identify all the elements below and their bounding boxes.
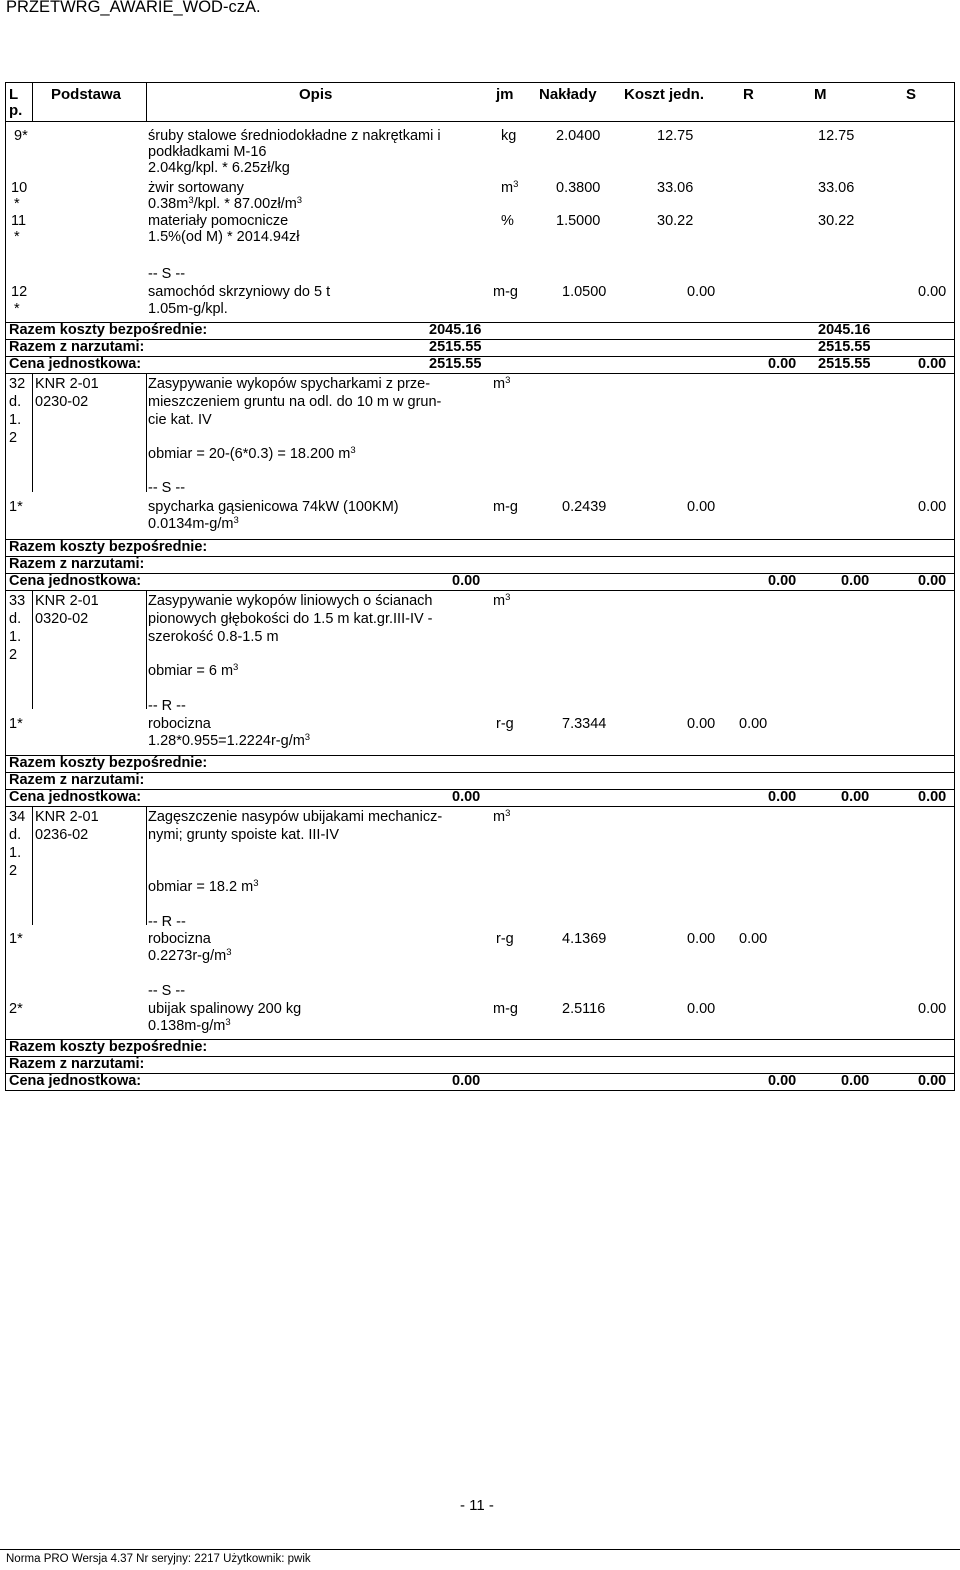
- summary-cena-value: 0.00: [452, 789, 481, 805]
- summary-cena-label: Cena jednostkowa:: [9, 1073, 142, 1089]
- summary-cena-s: 0.00: [918, 789, 947, 805]
- row-m: 30.22: [818, 213, 855, 229]
- row-r: 0.00: [739, 716, 768, 732]
- position-lp: d.: [9, 827, 22, 843]
- position-obmiar: obmiar = 18.2 $m^3$: [148, 878, 259, 895]
- position-lp: 2: [9, 647, 18, 663]
- cost-table: [5, 82, 955, 1091]
- position-podstawa: KNR 2-01: [35, 593, 99, 609]
- summary-bezp-label: Razem koszty bezpośrednie:: [9, 1039, 208, 1055]
- summary-rule: [6, 772, 954, 773]
- row-jm: %: [501, 213, 514, 229]
- position-lp: 1.: [9, 845, 22, 861]
- row-jm: m-g: [493, 499, 518, 515]
- row-s: 0.00: [918, 284, 947, 300]
- row-lp: 9*: [14, 128, 28, 144]
- row-lp: *: [14, 229, 20, 245]
- position-opis: mieszczeniem gruntu na odl. do 10 m w grun-: [148, 394, 442, 410]
- row-naklady: 0.3800: [556, 180, 601, 196]
- position-jm: $m^3$: [493, 375, 511, 392]
- divider: [32, 591, 33, 709]
- position-lp: d.: [9, 394, 22, 410]
- divider: [146, 83, 147, 121]
- summary-cena-value: 0.00: [452, 1073, 481, 1089]
- row-naklady: 1.0500: [562, 284, 607, 300]
- header-s: S: [906, 86, 917, 103]
- page-number: - 11 -: [460, 1497, 494, 1514]
- row-opis: 1.05m-g/kpl.: [148, 301, 228, 317]
- row-lp: 12: [11, 284, 28, 300]
- divider: [32, 374, 33, 492]
- summary-cena-r: 0.00: [768, 356, 797, 372]
- position-opis: szerokość 0.8-1.5 m: [148, 629, 279, 645]
- position-separator: [6, 806, 954, 807]
- row-opis: $0.2273r-g/m^3$: [148, 947, 232, 964]
- summary-cena-s: 0.00: [918, 1073, 947, 1089]
- summary-rule: [6, 556, 954, 557]
- position-lp: 1.: [9, 629, 22, 645]
- position-podstawa: 0236-02: [35, 827, 89, 843]
- row-lp: 1*: [9, 716, 23, 732]
- row-lp: *: [14, 301, 20, 317]
- row-opis: podkładkami M-16: [148, 144, 267, 160]
- row-naklady: 1.5000: [556, 213, 601, 229]
- position-separator: [6, 373, 954, 374]
- position-podstawa: KNR 2-01: [35, 809, 99, 825]
- position-opis: pionowych głębokości do 1.5 m kat.gr.III-IV -: [148, 611, 433, 627]
- row-naklady: 7.3344: [562, 716, 607, 732]
- position-opis: cie kat. IV: [148, 412, 212, 428]
- row-koszt: 12.75: [657, 128, 694, 144]
- summary-cena-r: 0.00: [768, 789, 797, 805]
- summary-cena-value: 2515.55: [429, 356, 482, 372]
- header-lp-1: L: [9, 86, 19, 103]
- row-lp: *: [14, 196, 20, 212]
- row-opis: $0.38m^3$/kpl. * $87.00zł/m^3$: [148, 195, 303, 212]
- position-lp: 2: [9, 863, 18, 879]
- summary-narz-label: Razem z narzutami:: [9, 772, 145, 788]
- row-koszt: 0.00: [687, 931, 716, 947]
- position-jm: $m^3$: [493, 592, 511, 609]
- row-jm: $m^3$: [501, 179, 519, 196]
- divider: [32, 83, 33, 121]
- row-opis: materiały pomocnicze: [148, 213, 289, 229]
- row-koszt: 0.00: [687, 499, 716, 515]
- position-opis: Zagęszczenie nasypów ubijakami mechanicz-: [148, 809, 443, 825]
- summary-bezp-label: Razem koszty bezpośrednie:: [9, 539, 208, 555]
- summary-cena-m: 2515.55: [818, 356, 871, 372]
- row-opis: spycharka gąsienicowa 74kW (100KM): [148, 499, 399, 515]
- summary-cena-r: 0.00: [768, 573, 797, 589]
- footer-text: Norma PRO Wersja 4.37 Nr seryjny: 2217 Użytkownik: pwik: [6, 1553, 311, 1565]
- document-title: PRZETWRG_AWARIE_WOD-czA.: [6, 0, 261, 16]
- footer-divider: [0, 1549, 960, 1550]
- row-lp: 10: [11, 180, 28, 196]
- header-naklady: Nakłady: [539, 86, 597, 103]
- position-obmiar: obmiar = 20-(6*0.3) = 18.200 $m^3$: [148, 445, 356, 462]
- row-opis: śruby stalowe średniodokładne z nakrętkami i: [148, 128, 441, 144]
- header-r: R: [743, 86, 754, 103]
- position-jm: $m^3$: [493, 808, 511, 825]
- header-podstawa: Podstawa: [51, 86, 122, 103]
- row-jm: m-g: [493, 1001, 518, 1017]
- row-lp: 1*: [9, 931, 23, 947]
- row-lp: 1*: [9, 499, 23, 515]
- row-opis: $0.138m-g/m^3$: [148, 1017, 231, 1034]
- position-podstawa: 0320-02: [35, 611, 89, 627]
- row-koszt: 0.00: [687, 284, 716, 300]
- position-obmiar: obmiar = 6 $m^3$: [148, 662, 239, 679]
- row-opis: 1.5%(od M) * 2014.94zł: [148, 229, 300, 245]
- header-jm: jm: [496, 86, 514, 103]
- row-opis: robocizna: [148, 931, 211, 947]
- position-opis: nymi; grunty spoiste kat. III-IV: [148, 827, 339, 843]
- position-podstawa: 0230-02: [35, 394, 89, 410]
- summary-cena-m: 0.00: [841, 789, 870, 805]
- summary-narz-m: 2515.55: [818, 339, 871, 355]
- header-koszt-jedn: Koszt jedn.: [624, 86, 705, 103]
- summary-rule: [6, 1056, 954, 1057]
- row-jm: m-g: [493, 284, 518, 300]
- summary-cena-m: 0.00: [841, 573, 870, 589]
- summary-cena-label: Cena jednostkowa:: [9, 356, 142, 372]
- summary-bezp-value: 2045.16: [429, 322, 482, 338]
- row-opis: $0.0134m-g/m^3$: [148, 515, 239, 532]
- row-koszt: 30.22: [657, 213, 694, 229]
- row-naklady: 2.5116: [562, 1001, 606, 1017]
- divider: [146, 807, 147, 925]
- row-jm: kg: [501, 128, 517, 144]
- summary-cena-label: Cena jednostkowa:: [9, 789, 142, 805]
- summary-cena-label: Cena jednostkowa:: [9, 573, 142, 589]
- summary-cena-m: 0.00: [841, 1073, 870, 1089]
- summary-narz-label: Razem z narzutami:: [9, 1056, 145, 1072]
- header-opis: Opis: [299, 86, 333, 103]
- header-lp-2: p.: [9, 102, 23, 119]
- row-m: 33.06: [818, 180, 855, 196]
- row-opis: $1.28*0.955=1.2224r-g/m^3$: [148, 732, 311, 749]
- resource-group: -- S --: [148, 983, 186, 999]
- row-opis: 2.04kg/kpl. * 6.25zł/kg: [148, 160, 290, 176]
- row-jm: r-g: [496, 931, 514, 947]
- row-naklady: 4.1369: [562, 931, 607, 947]
- summary-cena-s: 0.00: [918, 356, 947, 372]
- table-header: [6, 83, 954, 122]
- resource-group: -- R --: [148, 914, 186, 930]
- row-m: 12.75: [818, 128, 855, 144]
- position-opis: Zasypywanie wykopów spycharkami z prze-: [148, 376, 431, 392]
- summary-narz-label: Razem z narzutami:: [9, 556, 145, 572]
- summary-cena-r: 0.00: [768, 1073, 797, 1089]
- position-lp: 2: [9, 430, 18, 446]
- summary-cena-s: 0.00: [918, 573, 947, 589]
- row-s: 0.00: [918, 1001, 947, 1017]
- row-opis: robocizna: [148, 716, 211, 732]
- position-separator: [6, 590, 954, 591]
- row-naklady: 2.0400: [556, 128, 601, 144]
- divider: [146, 374, 147, 492]
- row-naklady: 0.2439: [562, 499, 607, 515]
- resource-group: -- R --: [148, 698, 186, 714]
- summary-narz-label: Razem z narzutami:: [9, 339, 145, 355]
- row-jm: r-g: [496, 716, 514, 732]
- summary-narz-value: 2515.55: [429, 339, 482, 355]
- row-koszt: 0.00: [687, 716, 716, 732]
- row-opis: żwir sortowany: [148, 180, 244, 196]
- resource-group: -- S --: [148, 266, 186, 282]
- position-lp: 33: [9, 593, 26, 609]
- row-r: 0.00: [739, 931, 768, 947]
- row-opis: ubijak spalinowy 200 kg: [148, 1001, 302, 1017]
- position-lp: d.: [9, 611, 22, 627]
- row-opis: samochód skrzyniowy do 5 t: [148, 284, 331, 300]
- position-podstawa: KNR 2-01: [35, 376, 99, 392]
- row-lp: 2*: [9, 1001, 23, 1017]
- summary-bezp-label: Razem koszty bezpośrednie:: [9, 755, 208, 771]
- summary-cena-value: 0.00: [452, 573, 481, 589]
- row-koszt: 0.00: [687, 1001, 716, 1017]
- row-lp: 11: [11, 213, 27, 229]
- position-opis: Zasypywanie wykopów liniowych o ścianach: [148, 593, 433, 609]
- row-s: 0.00: [918, 499, 947, 515]
- divider: [32, 807, 33, 925]
- summary-bezp-m: 2045.16: [818, 322, 871, 338]
- position-lp: 34: [9, 809, 26, 825]
- position-lp: 32: [9, 376, 26, 392]
- summary-bezp-label: Razem koszty bezpośrednie:: [9, 322, 208, 338]
- row-koszt: 33.06: [657, 180, 694, 196]
- resource-group: -- S --: [148, 480, 186, 496]
- position-lp: 1.: [9, 412, 22, 428]
- divider: [146, 591, 147, 709]
- header-m: M: [814, 86, 827, 103]
